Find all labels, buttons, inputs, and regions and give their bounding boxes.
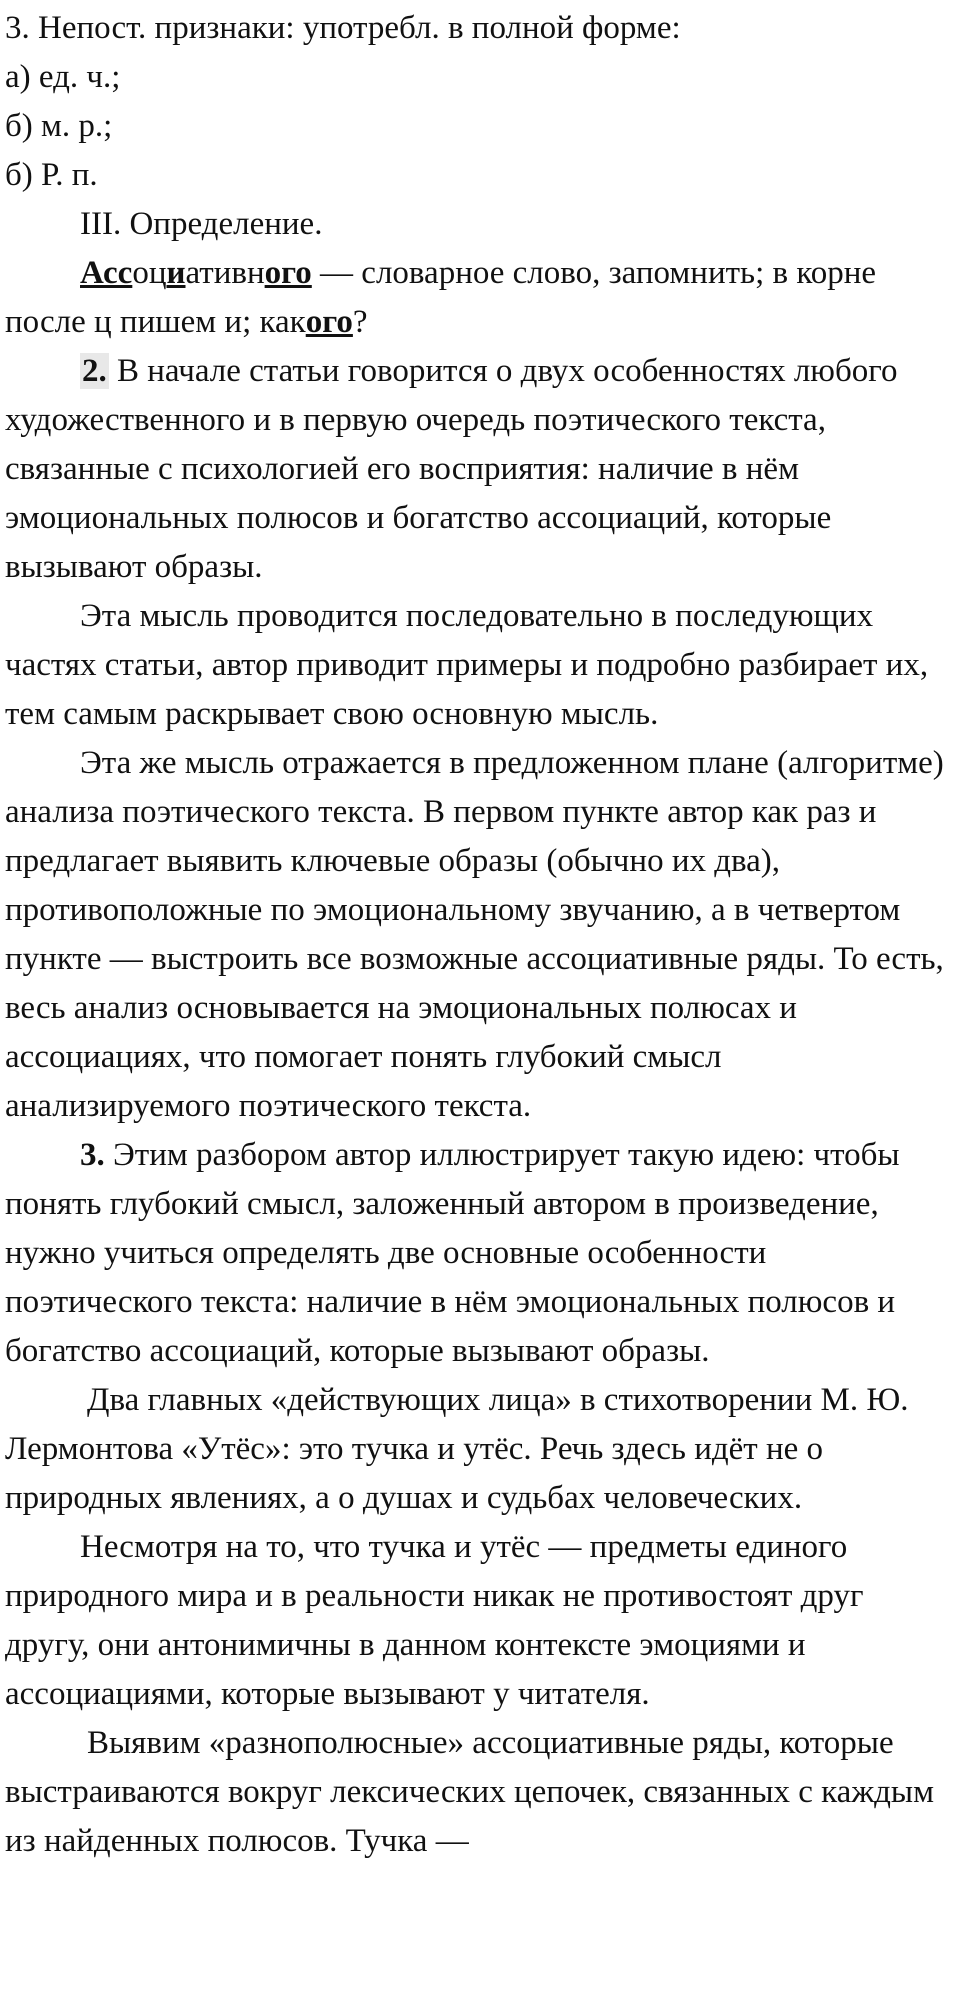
- task-3-paragraph-2: Два главных «действующих лица» в стихотворении М. Ю. Лермонтова «Утёс»: это тучка и утёс. Речь здесь идёт не о природных явлениях, а о душах и судьбах человеческих.: [5, 1382, 909, 1516]
- word-ending: ого: [264, 255, 312, 291]
- word-note-text: — словарное слово, запомнить; в корне после ц пишем и; как: [5, 255, 877, 340]
- task-2-text: В начале статьи говорится о двух особенностях любого художественного и в первую очередь поэтического текста, связанные с психологией его восприятия: наличие в нём эмоциональных полюсов и богатство ассоциаций, которые вызывают образы.: [5, 353, 898, 585]
- task-3-text: Этим разбором автор иллюстрирует такую идею: чтобы понять глубокий смысл, заложенный автором в произведение, нужно учиться определять две основные особенности поэтического текста: наличие в нём эмоциональных полюсов и богатство ассоциаций, которые вызывают образы.: [5, 1137, 900, 1369]
- task-3-number: 3.: [80, 1137, 105, 1173]
- task-2-paragraph-1: [5, 347, 955, 592]
- task-2-paragraph-3: Эта же мысль отражается в предложенном плане (алгоритме) анализа поэтического текста. В первом пункте автор как раз и предлагает выявить ключевые образы (обычно их два), противоположные по эмоциональному звучанию, а в четвертом пункте — выстроить все возможные ассоциативные ряды. То есть, весь анализ основывается на эмоциональных полюсах и ассоциациях, что помогает понять глубокий смысл анализируемого поэтического текста.: [5, 745, 944, 1124]
- question-mark: ?: [352, 304, 368, 340]
- line-feature-a: а) ед. ч.;: [5, 59, 121, 95]
- task-2-number: 2.: [82, 353, 107, 389]
- word-note-paragraph: [5, 249, 955, 347]
- word-part-1: Асс: [80, 255, 133, 291]
- word-part-2: оц: [132, 255, 167, 291]
- word-part-4: ативн: [185, 255, 265, 291]
- line-feature-b: б) м. р.;: [5, 108, 113, 144]
- task-2-paragraph-2: Эта мысль проводится последовательно в последующих частях статьи, автор приводит примеры и подробно разбирает их, тем самым раскрывает свою основную мысль.: [5, 598, 929, 732]
- task-3-paragraph-3: Несмотря на то, что тучка и утёс — предметы единого природного мира и в реальности никак не противостоят друг другу, они антонимичны в данном контексте эмоциями и ассоциациями, которые вызывают у читателя.: [5, 1529, 864, 1712]
- question-ending: ого: [305, 304, 353, 340]
- line-feature-c: б) Р. п.: [5, 157, 98, 193]
- section-definition: III. Определение.: [80, 206, 323, 242]
- word-part-3: и: [166, 255, 186, 291]
- task-3-paragraph-1: [5, 1131, 955, 1376]
- line-feature-3: 3. Непост. признаки: употребл. в полной форме:: [5, 10, 681, 46]
- task-3-paragraph-4: Выявим «разнополюсные» ассоциативные ряды, которые выстраиваются вокруг лексических цепочек, связанных с каждым из найденных полюсов. Тучка —: [5, 1725, 934, 1859]
